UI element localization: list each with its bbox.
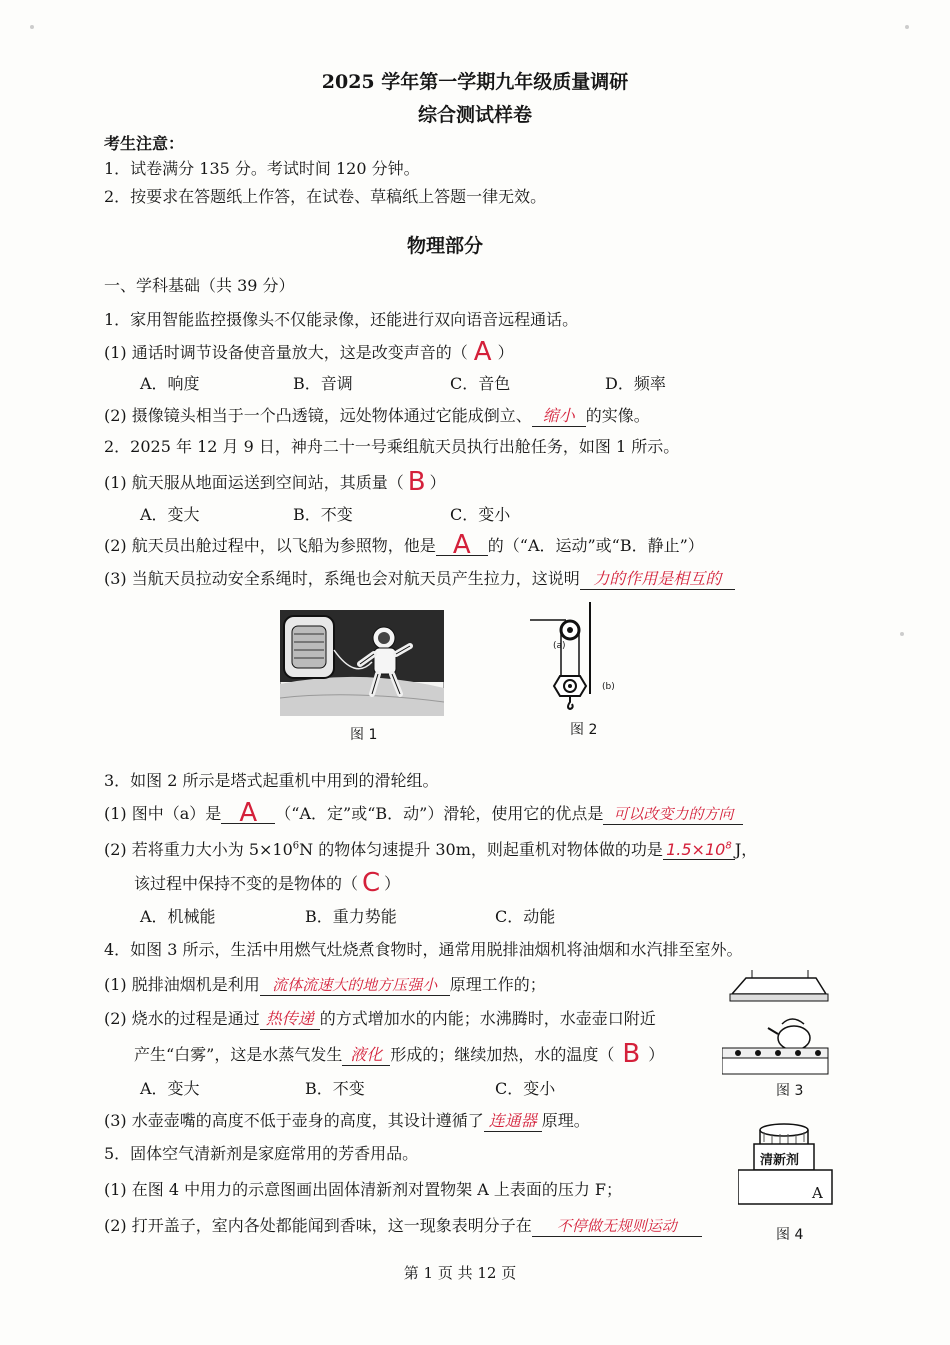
notice-2: 2．按要求在答题纸上作答，在试卷、草稿纸上答题一律无效。 (104, 187, 547, 206)
figure4-caption: 图 4 (776, 1227, 804, 1243)
figure3-caption: 图 3 (776, 1083, 804, 1099)
q3-stem: 3．如图 2 所示是塔式起重机中用到的滑轮组。 (104, 771, 439, 790)
q4-option: A．变大 (140, 1079, 200, 1098)
q4-sub2-end: ） (648, 1045, 665, 1064)
figure1-caption: 图 1 (350, 727, 378, 743)
notice-1: 1．试卷满分 135 分。考试时间 120 分钟。 (104, 159, 420, 178)
q3-option: A．机械能 (140, 907, 216, 926)
q1-option: D．频率 (605, 374, 666, 393)
q1-sub2-answer: 缩小 (542, 406, 575, 425)
pulley-a-label: (a) (553, 641, 566, 651)
q3-sub1-text: (1) 图中（a）是 (104, 804, 222, 823)
q4-sub1-end: 原理工作的； (449, 975, 546, 994)
page-footer: 第 1 页 共 12 页 (403, 1264, 517, 1282)
q4-option: C．变小 (495, 1079, 556, 1098)
q1-option: C．音色 (450, 374, 511, 393)
q3-sub2-answer2: C (362, 868, 381, 898)
pulley-figure (530, 600, 630, 710)
q4-stem: 4．如图 3 所示，生活中用燃气灶烧煮食物时，通常用脱排油烟机将油烟和水汽排至室外。 (104, 940, 743, 959)
q5-sub2-text: (2) 打开盖子，室内各处都能闻到香味，这一现象表明分子在 (104, 1216, 532, 1235)
q4-sub3-answer: 连通器 (488, 1111, 537, 1130)
q3-option: B．重力势能 (305, 907, 397, 926)
q4-sub1-answer: 流体流速大的地方压强小 (272, 976, 438, 994)
q3-sub2-cont-text: 该过程中保持不变的是物体的（ (134, 874, 359, 893)
q4-sub2-cont-text: 产生“白雾”，这是水蒸气发生 (134, 1045, 343, 1064)
q3-sub2-answer-exp: 8 (725, 840, 732, 852)
q3-sub2 (104, 837, 757, 860)
q1-sub1-text: (1) 通话时调节设备使音量放大，这是改变声音的（ (104, 343, 468, 362)
q2-sub1-text: (1) 航天服从地面运送到空间站，其质量（ (104, 473, 404, 492)
q2-sub3-answer: 力的作用是相互的 (593, 569, 722, 588)
q2-sub3-text: (3) 当航天员拉动安全系绳时，系绳也会对航天员产生拉力，这说明 (104, 569, 580, 588)
pulley-b-label: (b) (602, 682, 615, 692)
q4-option: B．不变 (305, 1079, 365, 1098)
kitchen-figure (722, 968, 832, 1078)
q4-sub2-cont (134, 1039, 665, 1069)
q2-option: B．不变 (293, 505, 353, 524)
exam-subtitle: 综合测试样卷 (417, 104, 532, 126)
astronaut-figure (280, 610, 444, 716)
q4-sub2-answer3: B (622, 1039, 641, 1069)
q2-option: C．变小 (450, 505, 511, 524)
q4-sub2 (104, 1006, 656, 1030)
q4-sub3-end: 原理。 (541, 1111, 590, 1130)
q3-sub2-text: (2) 若将重力大小为 5×10 (104, 840, 293, 859)
q2-sub1-end: ） (429, 473, 446, 492)
q4-sub2-answer: 热传递 (265, 1009, 314, 1028)
scan-dot (900, 632, 904, 636)
q3-sub1-answer: A (239, 798, 258, 828)
scan-dot (30, 25, 34, 29)
q1-sub1 (104, 337, 514, 367)
q5-sub2-answer: 不停做无规则运动 (556, 1217, 677, 1235)
freshener-label: 清新剂 (760, 1153, 800, 1168)
q3-sub2-end: ） (384, 874, 401, 893)
q4-sub2-mid2: 形成的；继续加热，水的温度（ (390, 1045, 615, 1064)
q3-sub2-cont (134, 868, 401, 898)
q2-sub1 (104, 467, 446, 497)
q2-sub2-answer: A (452, 530, 471, 560)
q4-sub3 (104, 1108, 590, 1132)
q1-sub2 (104, 403, 650, 427)
q2-sub2 (104, 530, 704, 560)
q4-sub1 (104, 972, 546, 996)
q1-sub1-answer: A (473, 337, 492, 367)
q5-stem: 5．固体空气清新剂是家庭常用的芳香用品。 (104, 1144, 419, 1163)
q5-sub1: (1) 在图 4 中用力的示意图画出固体清新剂对置物架 A 上表面的压力 F； (104, 1180, 623, 1199)
q3-sub2-answer: 1.5×10 (666, 840, 726, 859)
q1-option: B．音调 (293, 374, 353, 393)
q1-stem: 1．家用智能监控摄像头不仅能录像，还能进行双向语音远程通话。 (104, 310, 579, 329)
notice-label: 考生注意： (104, 134, 185, 153)
q2-sub2-text: (2) 航天员出舱过程中，以飞船为参照物，他是 (104, 536, 436, 555)
q3-sub2-mid: N 的物体匀速提升 30m，则起重机对物体做的功是 (299, 840, 663, 859)
q3-option: C．动能 (495, 907, 556, 926)
shelf-label: A (812, 1184, 823, 1202)
q3-sub2-unit: J， (734, 840, 758, 859)
q2-sub2-end: 的（“A．运动”或“B．静止”） (487, 536, 704, 555)
q3-sub2-exponent: 6 (292, 840, 300, 852)
q3-sub1 (104, 798, 743, 828)
q3-sub1-answer2: 可以改变力的方向 (613, 805, 734, 823)
q1-sub2-text: (2) 摄像镜头相当于一个凸透镜，远处物体通过它能成倒立、 (104, 406, 532, 425)
q4-sub3-text: (3) 水壶壶嘴的高度不低于壶身的高度，其设计遵循了 (104, 1111, 484, 1130)
q2-sub3 (104, 566, 735, 590)
q2-sub1-answer: B (407, 467, 426, 497)
q4-sub1-text: (1) 脱排油烟机是利用 (104, 975, 260, 994)
figure2-caption: 图 2 (570, 722, 598, 738)
q1-sub1-end: ） (497, 343, 514, 362)
q4-sub2-answer2: 液化 (350, 1045, 383, 1064)
q2-option: A．变大 (140, 505, 200, 524)
q5-sub2 (104, 1213, 702, 1237)
q4-sub2-mid: 的方式增加水的内能；水沸腾时，水壶壶口附近 (319, 1009, 656, 1028)
q2-stem: 2．2025 年 12 月 9 日，神舟二十一号乘组航天员执行出舱任务，如图 1 所示。 (104, 437, 680, 456)
q4-sub2-text: (2) 烧水的过程是通过 (104, 1009, 260, 1028)
q1-option: A．响度 (140, 374, 200, 393)
part-heading: 一、学科基础（共 39 分） (104, 276, 295, 295)
q1-sub2-end: 的实像。 (585, 406, 650, 425)
section-title: 物理部分 (406, 235, 483, 257)
exam-title: 2025 学年第一学期九年级质量调研 (321, 71, 629, 93)
q3-sub1-mid: （“A．定”或“B．动”）滑轮，使用它的优点是 (275, 804, 604, 823)
scan-dot (905, 25, 909, 29)
